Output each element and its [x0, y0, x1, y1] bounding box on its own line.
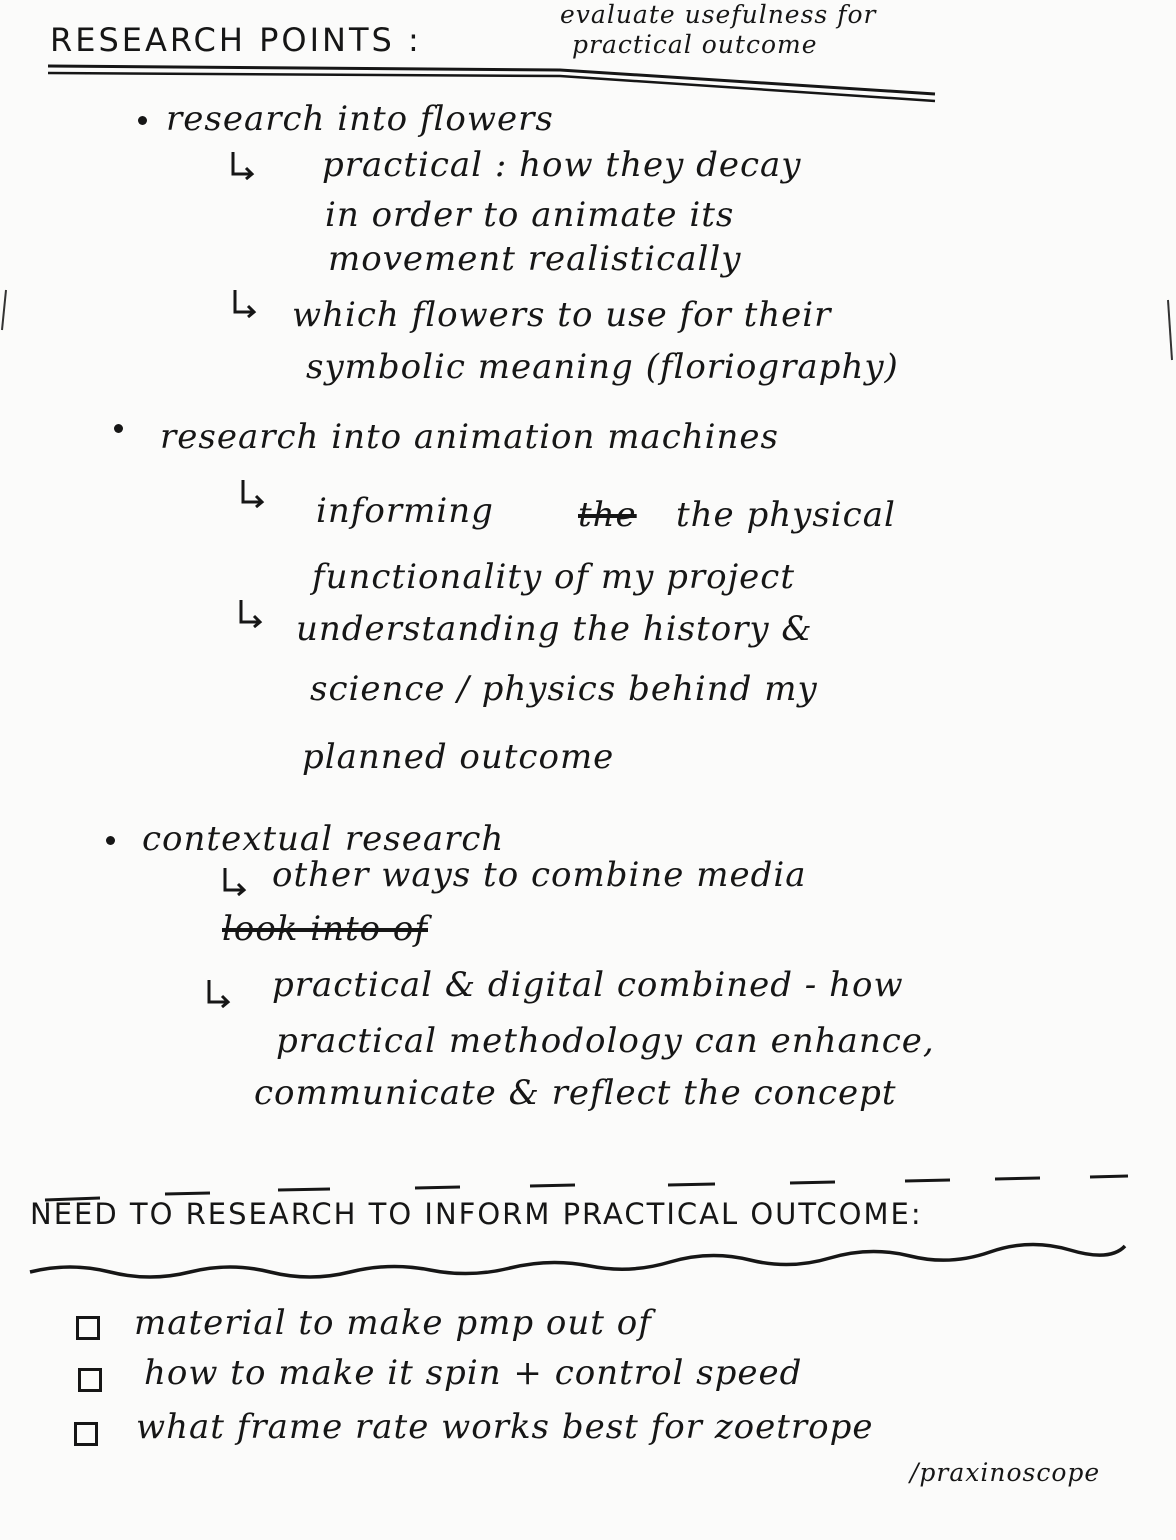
todo-item-continuation: /praxinoscope: [910, 1458, 1101, 1487]
section-heading-machines: research into animation machines: [160, 417, 779, 457]
header-note-line1: evaluate usefulness for: [560, 0, 877, 29]
text-line: functionality of my project: [312, 557, 795, 597]
turn-arrow-icon: [206, 978, 232, 1008]
text-line: informing: [316, 491, 494, 531]
page-title: RESEARCH POINTS :: [50, 21, 422, 59]
bullet: [106, 836, 115, 845]
todo-item: how to make it spin + control speed: [144, 1353, 803, 1393]
text-line: other ways to combine media: [272, 855, 807, 895]
text-line: movement realistically: [328, 239, 742, 279]
turn-arrow-icon: [230, 150, 256, 180]
header-note-line2: practical outcome: [572, 30, 818, 59]
text-line: practical & digital combined - how: [272, 965, 904, 1005]
text-line: symbolic meaning (floriography): [306, 347, 899, 387]
todo-item: material to make pmp out of: [134, 1303, 652, 1343]
struck-line: look into of: [222, 909, 428, 949]
bullet: [138, 116, 147, 125]
text-line: which flowers to use for their: [292, 295, 832, 335]
struck-word: the: [578, 495, 637, 535]
todo-item: what frame rate works best for zoetrope: [136, 1407, 874, 1447]
text-line: science / physics behind my: [310, 669, 818, 709]
todo-checkbox[interactable]: [78, 1368, 102, 1392]
todo-checkbox[interactable]: [74, 1422, 98, 1446]
turn-arrow-icon: [232, 288, 258, 318]
turn-arrow-icon: [238, 598, 264, 628]
text-line: communicate & reflect the concept: [254, 1073, 897, 1113]
section-heading-contextual: contextual research: [142, 819, 505, 859]
text-line: practical : how they decay: [322, 145, 802, 185]
text-line: planned outcome: [302, 737, 615, 777]
text-line: understanding the history &: [296, 609, 813, 649]
todo-checkbox[interactable]: [76, 1316, 100, 1340]
turn-arrow-icon: [222, 866, 248, 896]
bullet: [114, 424, 123, 433]
section-heading-flowers: research into flowers: [166, 99, 554, 139]
text-line: in order to animate its: [325, 195, 735, 235]
text-line: practical methodology can enhance,: [276, 1021, 935, 1061]
text-line: the physical: [676, 495, 896, 535]
turn-arrow-icon: [240, 478, 266, 508]
todo-heading: NEED TO RESEARCH TO INFORM PRACTICAL OUTCOME:: [30, 1197, 923, 1231]
